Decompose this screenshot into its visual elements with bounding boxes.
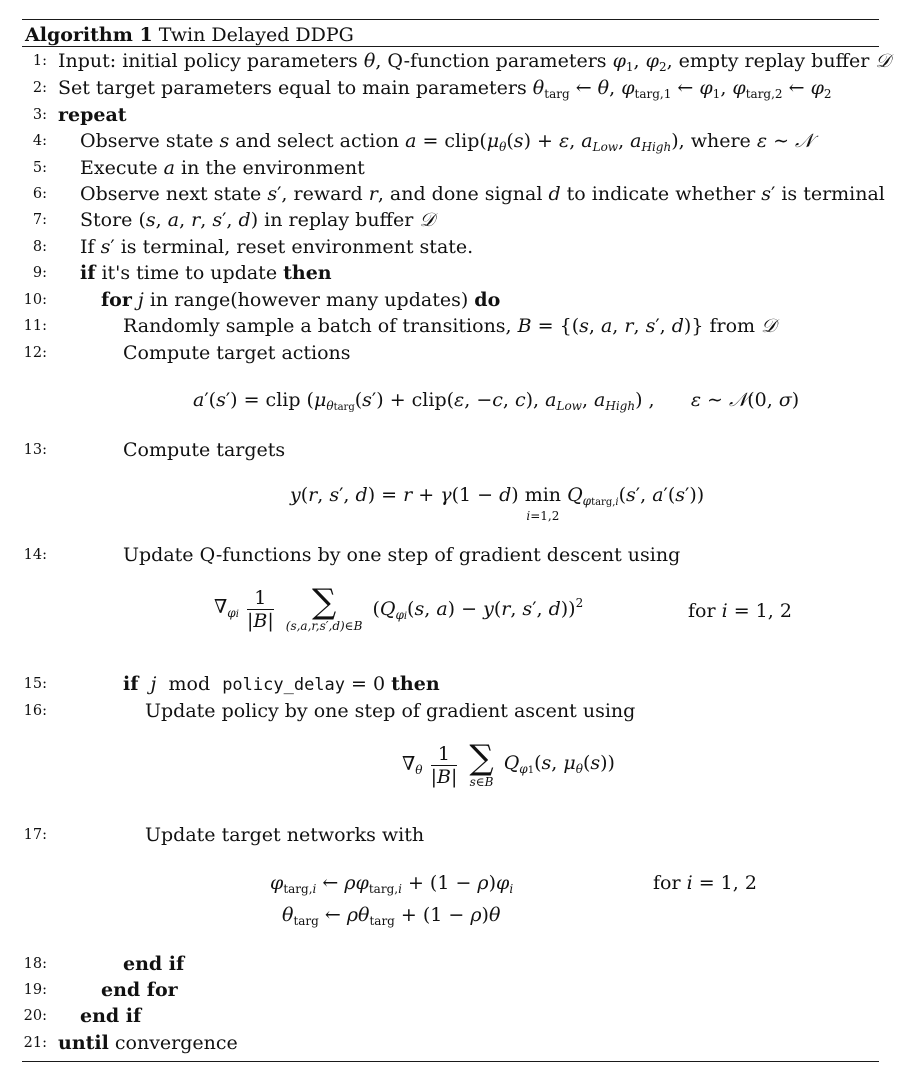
line-text: Update target networks with [145,824,425,846]
line-text: Randomly sample a batch of transitions, B = {(s, a, r, s′, d)} from 𝒟 [123,315,777,337]
algorithm-line-7 [0,207,905,233]
line-text: repeat [58,104,127,126]
line-number: 12: [23,345,47,361]
bottom-rule [22,1061,879,1062]
equation-q-update: $\nabla_{\varphi i}$ $\frac{1}{|B|}$ ∑ (s,a,r,s′,d)∈B ($Q_{\varphi i}(s$, a) − y(r, s′, d))$^2$ [214,582,584,633]
line-text: Compute targets [123,439,286,461]
algorithm-line-17 [0,822,905,848]
line-number: 8: [32,239,47,255]
line-text: for j in range(however many updates) do [101,289,501,311]
equation-target-update-condition: for i = 1, 2 [653,872,757,894]
line-text: until convergence [58,1032,238,1054]
line-number: 13: [23,442,47,458]
line-number: 16: [23,703,47,719]
equation-target-action: a′(s′) = clip ($\mu_{\theta targ}(s')$ + clip(ε, −c, c), $a_{Low}$, $a_{High}$) , ε ∼ 𝒩(0, σ) [193,389,800,413]
algorithm-line-6 [0,181,905,207]
algorithm-label: Algorithm 1 [25,24,153,46]
line-number: 11: [23,318,47,334]
line-text: Observe state s and select action $a = clip(\mu_\theta(s) + \varepsilon$, $a_{Low}$, $a_{High}$), where ε ∼ 𝒩 [80,130,814,154]
algorithm-line-9 [0,260,905,286]
algorithm-line-11 [0,313,905,339]
line-number: 1: [32,53,47,69]
line-number: 4: [32,133,47,149]
line-number: 2: [32,80,47,96]
line-number: 19: [23,982,47,998]
algorithm-title [25,22,354,48]
line-number: 7: [32,212,47,228]
algorithm-line-2 [0,75,905,101]
algorithm-line-13 [0,437,905,463]
top-rule [22,19,879,20]
line-number: 20: [23,1008,47,1024]
line-text: Execute a in the environment [80,157,365,179]
line-text: Input: initial policy parameters θ, Q-function parameters $\varphi_1$, $\varphi_2$, empty replay buffer 𝒟 [58,50,891,74]
line-number: 3: [32,107,47,123]
line-number: 10: [23,292,47,308]
equation-policy-update: $\nabla_\theta$ $\frac{1}{|B|}$ ∑ s∈B $Q_{\varphi 1}(s$, $\mu_\theta(s)$) [402,738,615,789]
algorithm-line-3 [0,102,905,128]
algorithm-line-4 [0,128,905,154]
equation-q-update-condition: for i = 1, 2 [688,600,792,622]
line-number: 21: [23,1035,47,1051]
algorithm-line-19 [0,977,905,1003]
line-text: Set target parameters equal to main parameters $\theta_{targ}$ ← θ, $\varphi_{targ,1}$ ← $\varphi_1$, $\varphi_{targ,2}$ ← $\varphi_2$ [58,77,832,101]
line-text: Compute target actions [123,342,351,364]
equation-targets: y(r, s′, d) = r + γ(1 − d) min i=1,2 $Q_{\varphi targ,i}(s'$, a′(s′)) [290,484,705,523]
line-text: end for [101,979,178,1001]
line-text: end if [123,953,185,975]
line-text: Update policy by one step of gradient ascent using [145,700,636,722]
equation-target-update-phi: $\varphi_{targ,i}$ ← $\rho\varphi_{targ,i} + (1 - \rho)\varphi_i$ [270,872,514,896]
line-text: If s′ is terminal, reset environment state. [80,236,474,258]
equation-target-update-theta: $\theta_{targ}$ ← $\rho\theta_{targ} + (1 - \rho)\theta$ [282,904,501,928]
algorithm-line-1 [0,48,905,74]
line-text: if it's time to update then [80,262,332,284]
algorithm-name: Twin Delayed DDPG [158,24,354,46]
algorithm-line-18 [0,951,905,977]
line-number: 9: [32,265,47,281]
line-text: end if [80,1005,142,1027]
algorithm-line-16 [0,698,905,724]
algorithm-line-12 [0,340,905,366]
algorithm-line-20 [0,1003,905,1029]
algorithm-line-8 [0,234,905,260]
line-text: Store (s, a, r, s′, d) in replay buffer 𝒟 [80,209,435,231]
line-number: 15: [23,676,47,692]
line-number: 14: [23,547,47,563]
algorithm-line-5 [0,155,905,181]
line-number: 5: [32,160,47,176]
algorithm-line-10 [0,287,905,313]
line-number: 17: [23,827,47,843]
line-number: 6: [32,186,47,202]
line-text: Observe next state s′, reward r, and done signal d to indicate whether s′ is terminal [80,183,885,205]
caption-rule [22,46,879,47]
line-text: Update Q-functions by one step of gradient descent using [123,544,681,566]
algorithm-line-14 [0,542,905,568]
algorithm-line-15 [0,671,905,697]
line-text: if j mod policy_delay = 0 then [123,673,440,695]
algorithm-line-21 [0,1030,905,1056]
line-number: 18: [23,956,47,972]
